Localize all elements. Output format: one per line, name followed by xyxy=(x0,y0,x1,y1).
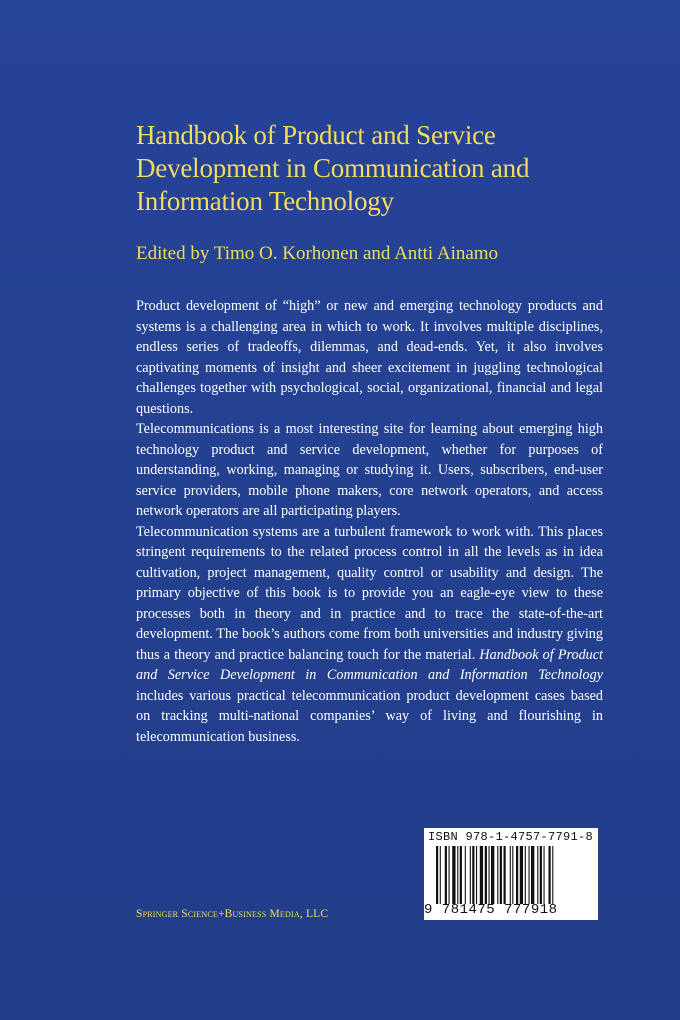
title-line-2: Development in Communication and xyxy=(136,153,530,183)
blurb-italic-title: Handbook of Product and Service Development in Communication and Information Technology xyxy=(136,646,603,683)
blurb-paragraph-2: Telecommunications is a most interesting site for learning about emerging high technology product and service development, whether for purposes of understanding, working, managing or studying it. Users, subscribers, end-user service providers, mobile phone makers, core network operators, and access network operators are all participating players. xyxy=(136,421,603,519)
publisher-name: Springer Science+Business Media, LLC xyxy=(136,908,329,920)
book-title xyxy=(136,119,636,218)
blurb-paragraph-3-start: Telecommunication systems are a turbulent framework to work with. This places stringent requirements to the related process control in all the levels as in idea cultivation, project management, quality control or usability and design. The primary objective of this book is to provide you an eagle-eye view to these processes both in theory and in practice and to trace the state-of-the-art development. The book’s authors come from both universities and industry giving thus a theory and practice balancing touch for the material. xyxy=(136,523,603,663)
blurb xyxy=(136,296,603,747)
blurb-paragraph-1: Product development of “high” or new and emerging technology products and systems is a challenging area in which to work. It involves multiple disciplines, endless series of tradeoffs, dilemmas, and dead-ends. Yet, it also involves captivating moments of insight and sheer excitement in juggling technological challenges together with psychological, social, organizational, financial and legal questions. xyxy=(136,298,603,417)
barcode-icon xyxy=(428,846,594,904)
blurb-paragraph-3 xyxy=(136,522,603,748)
isbn-label: ISBN 978-1-4757-7791-8 xyxy=(428,830,594,844)
blurb-paragraph-3-end: includes various practical telecommunication product development cases based on tracking multi-national companies’ way of living and flourishing in telecommunication business. xyxy=(136,687,603,745)
title-line-3: Information Technology xyxy=(136,186,394,216)
barcode-digits: 9 781475 777918 xyxy=(424,902,558,918)
editors-line: Edited by Timo O. Korhonen and Antti Ainamo xyxy=(136,243,499,264)
title-line-1: Handbook of Product and Service xyxy=(136,120,496,150)
barcode-box xyxy=(424,828,598,920)
